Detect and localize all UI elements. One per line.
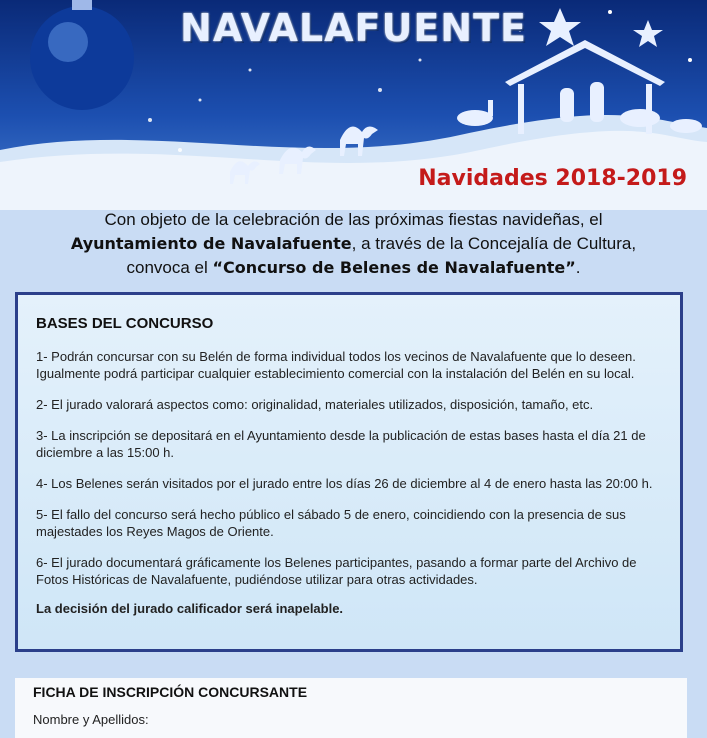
rule-item-2: 2- El jurado valorará aspectos como: originalidad, materiales utilizados, disposición, tamaño, etc. [36, 397, 594, 412]
rule-item-3: 3- La inscripción se depositará en el Ayuntamiento desde la publicación de estas bases hasta el día 21 de diciembre a las 15:00 h. [36, 428, 646, 460]
rule-item-1: 1- Podrán concursar con su Belén de forma individual todos los vecinos de Navalafuente que lo deseen. Igualmente podrá participar cualquier establecimiento comercial con la instalación del Belén en su local. [36, 349, 636, 381]
rule-item-6: 6- El jurado documentará gráficamente los Belenes participantes, pasando a formar parte del Archivo de Fotos Históricas de Navalafuente, pudiéndose utilizar para otras actividades. [36, 555, 637, 587]
intro-line-3-post: . [575, 258, 581, 277]
rule-item-5: 5- El fallo del concurso será hecho público el sábado 5 de enero, coincidiendo con la presencia de sus majestades los Reyes Magos de Oriente. [36, 507, 626, 539]
intro-paragraph [20, 208, 687, 280]
contest-name: “Concurso de Belenes de Navalafuente” [212, 258, 576, 277]
rule-item-4: 4- Los Belenes serán visitados por el jurado entre los días 26 de diciembre al 4 de enero hasta las 20:00 h. [36, 476, 653, 491]
form-title: FICHA DE INSCRIPCIÓN CONCURSANTE [33, 684, 308, 700]
jury-verdict-note: La decisión del jurado calificador será inapelable. [36, 601, 344, 616]
season-subtitle: Navidades 2018-2019 [418, 166, 687, 191]
name-field-label: Nombre y Apellidos: [33, 712, 149, 727]
header-banner [0, 0, 707, 210]
page-title: NAVALAFUENTE [180, 6, 527, 50]
intro-line-1: Con objeto de la celebración de las próximas fiestas navideñas, el [104, 210, 603, 229]
registration-form [15, 678, 687, 738]
intro-line-3-pre: convoca el [126, 258, 213, 277]
intro-organizer: Ayuntamiento de Navalafuente [70, 234, 352, 253]
intro-line-2: , a través de la Concejalía de Cultura, [351, 234, 637, 253]
rules-title: BASES DEL CONCURSO [36, 315, 214, 332]
rules-box [15, 292, 683, 652]
